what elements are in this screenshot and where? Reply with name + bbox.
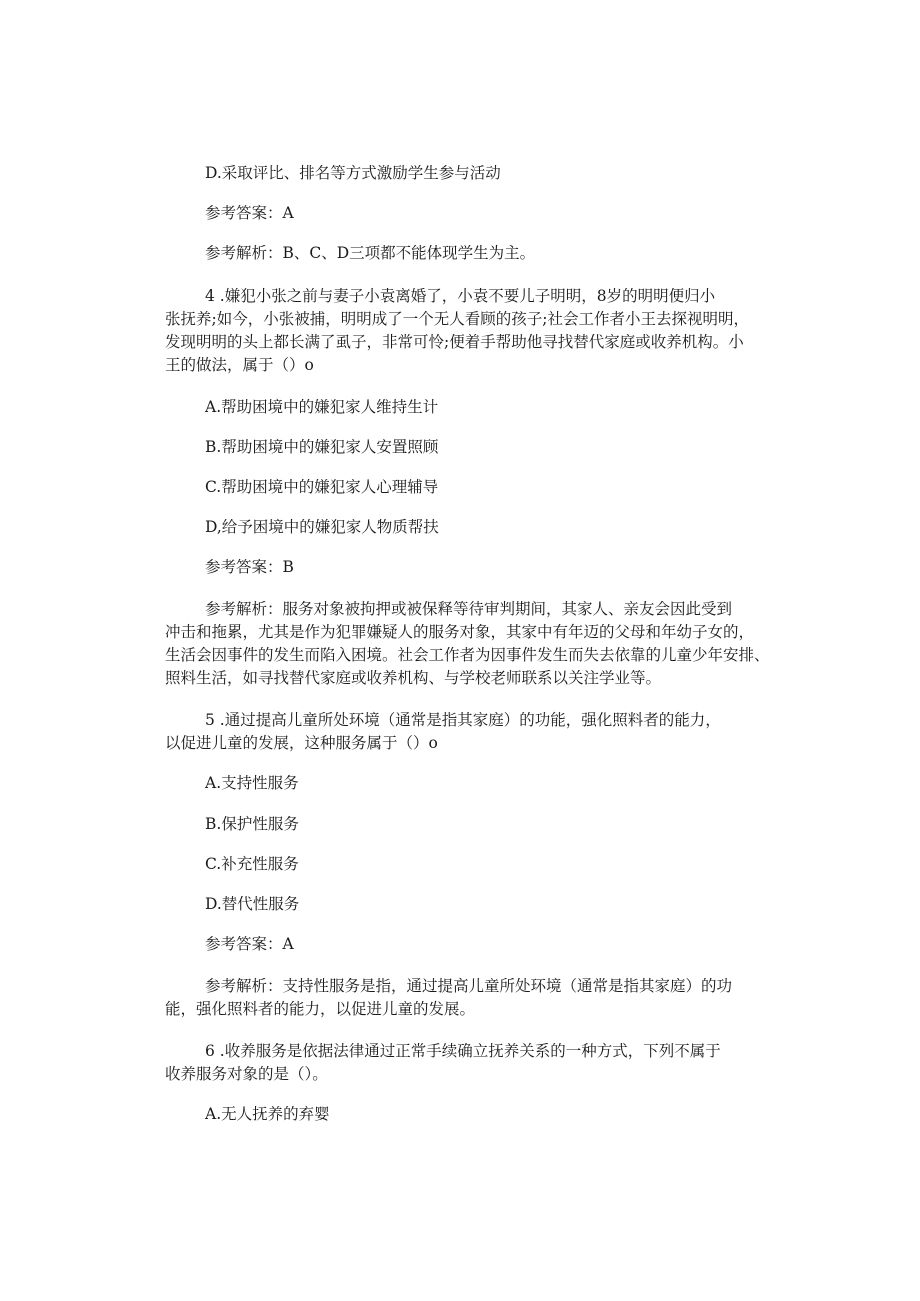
question-4 — [165, 285, 785, 377]
explanation-q4-line: 生活会因事件的发生而陷入困境。社会工作者为因事件发生而失去依靠的儿童少年安排、 — [165, 646, 770, 664]
question-5-line: 以促进儿童的发展，这种服务属于（）o — [165, 734, 438, 752]
question-4-line: 发现明明的头上都长满了虱子，非常可怜;便着手帮助他寻找替代家庭或收养机构。小 — [165, 333, 744, 351]
option-d-q3: D.采取评比、排名等方式激励学生参与活动 — [205, 164, 501, 182]
option-b-q5: B.保护性服务 — [205, 815, 299, 833]
question-6-line: 收养服务对象的是（）。 — [165, 1065, 328, 1083]
option-a-q4: A.帮助困境中的嫌犯家人维持生计 — [205, 398, 439, 416]
question-6-line: 6 .收养服务是依据法律通过正常手续确立抚养关系的一种方式，下列不属于 — [205, 1042, 721, 1060]
question-4-line: 张抚养;如今，小张被捕，明明成了一个无人看顾的孩子;社会工作者小王去探视明明， — [165, 310, 749, 328]
option-a-q5: A.支持性服务 — [205, 774, 299, 792]
explanation-q5-line: 能，强化照料者的能力，以促进儿童的发展。 — [165, 1000, 476, 1018]
question-4-line: 王的做法，属于（）o — [165, 356, 314, 374]
option-c-q4: C.帮助困境中的嫌犯家人心理辅导 — [205, 478, 439, 496]
explanation-q3: 参考解析：B、C、D三项都不能体现学生为主。 — [205, 244, 536, 262]
option-b-q4: B.帮助困境中的嫌犯家人安置照顾 — [205, 438, 439, 456]
explanation-q4 — [165, 598, 785, 690]
option-c-q5: C.补充性服务 — [205, 855, 299, 873]
option-d-q4: D,给予困境中的嫌犯家人物质帮扶 — [205, 518, 439, 536]
option-a-q6: A.无人抚养的弃婴 — [205, 1105, 330, 1123]
option-d-q5: D.替代性服务 — [205, 895, 300, 913]
question-5 — [165, 709, 785, 755]
answer-q3: 参考答案：A — [205, 204, 294, 222]
question-5-line: 5 .通过提高儿童所处环境（通常是指其家庭）的功能，强化照料者的能力， — [205, 711, 721, 729]
answer-q5: 参考答案：A — [205, 935, 294, 953]
explanation-q5-line: 参考解析：支持性服务是指，通过提高儿童所处环境（通常是指其家庭）的功 — [205, 977, 733, 995]
answer-q4: 参考答案：B — [205, 558, 294, 576]
question-4-line: 4 .嫌犯小张之前与妻子小袁离婚了，小袁不要儿子明明，8岁的明明便归小 — [205, 287, 716, 305]
question-6 — [165, 1040, 785, 1086]
explanation-q4-line: 冲击和拖累，尤其是作为犯罪嫌疑人的服务对象，其家中有年迈的父母和年幼子女的， — [165, 623, 755, 641]
explanation-q4-line: 参考解析：服务对象被拘押或被保释等待审判期间，其家人、亲友会因此受到 — [205, 600, 733, 618]
explanation-q5 — [165, 975, 785, 1021]
explanation-q4-line: 照料生活，如寻找替代家庭或收养机构、与学校老师联系以关注学业等。 — [165, 669, 662, 687]
